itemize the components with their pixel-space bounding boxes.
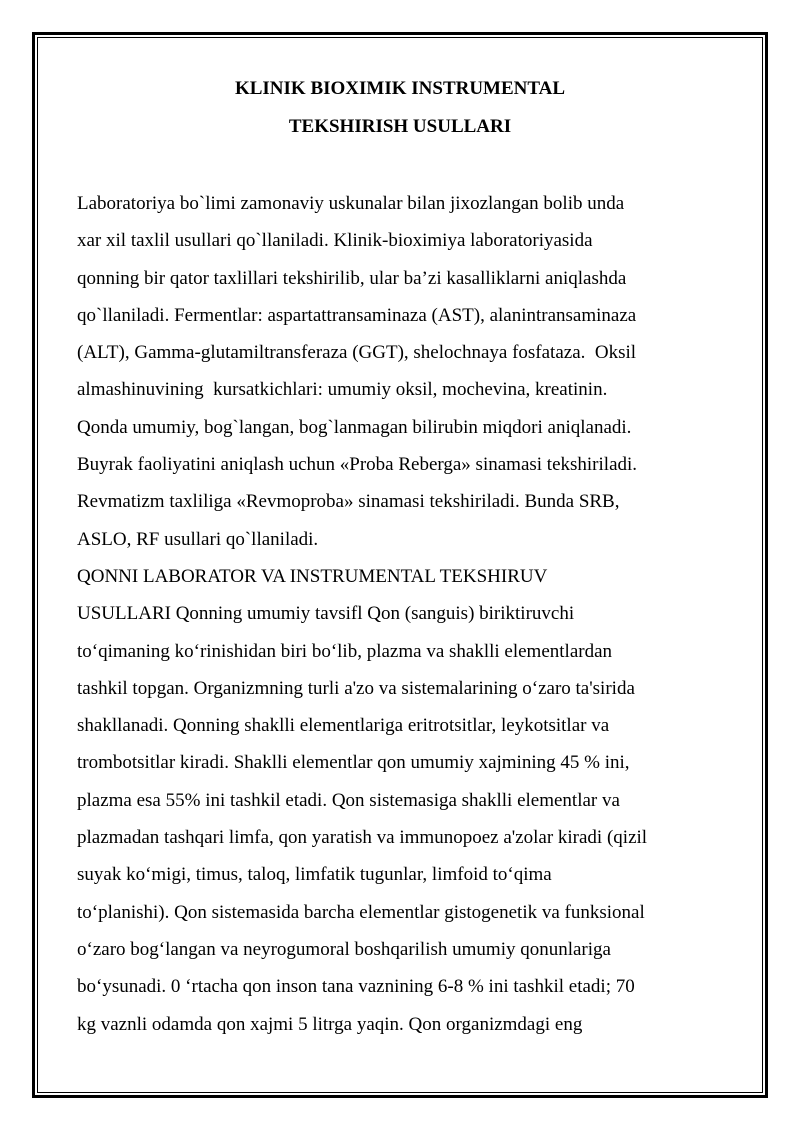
body-line: plazma esa 55% ini tashkil etadi. Qon sistemasiga shaklli elementlar va bbox=[77, 789, 620, 811]
body-line: Buyrak faoliyatini aniqlash uchun «Proba Reberga» sinamasi tekshiriladi. bbox=[77, 454, 638, 476]
body-line: bo‘ysunadi. 0 ‘rtacha qon inson tana vaznining 6-8 % ini tashkil etadi; 70 bbox=[77, 976, 635, 998]
body-line: almashinuvining kursatkichlari: umumiy oksil, mochevina, kreatinin. bbox=[77, 379, 608, 401]
body-line: qonning bir qator taxlillari tekshirilib, ular ba’zi kasalliklarni aniqlashda bbox=[77, 267, 627, 289]
body-line: Qonda umumiy, bog`langan, bog`lanmagan bilirubin miqdori aniqlanadi. bbox=[77, 416, 632, 438]
body-line: Laboratoriya bo`limi zamonaviy uskunalar bilan jixozlangan bolib unda bbox=[77, 193, 625, 214]
body-line: suyak ko‘migi, timus, taloq, limfatik tugunlar, limfoid to‘qima bbox=[77, 864, 552, 886]
body-line: (ALT), Gamma-glutamiltransferaza (GGT), shelochnaya fosfataza. Oksil bbox=[77, 342, 637, 364]
document-title-line-1: KLINIK BIOXIMIK INSTRUMENTAL bbox=[234, 78, 566, 99]
body-line: Revmatizm taxliliga «Revmoproba» sinamasi tekshiriladi. Bunda SRB, bbox=[77, 491, 620, 513]
document-title-line-2: TEKSHIRISH USULLARI bbox=[288, 116, 512, 137]
body-line: o‘zaro bog‘langan va neyrogumoral boshqarilish umumiy qonunlariga bbox=[77, 938, 611, 960]
body-line: kg vaznli odamda qon xajmi 5 litrga yaqin. Qon organizmdagi eng bbox=[77, 1013, 583, 1035]
body-line: tashkil topgan. Organizmning turli a'zo va sistemalarining o‘zaro ta'sirida bbox=[77, 677, 635, 699]
body-line: to‘qimaning ko‘rinishidan biri bo‘lib, plazma va shaklli elementlardan bbox=[77, 640, 613, 662]
body-line: USULLARI Qonning umumiy tavsifl Qon (sanguis) biriktiruvchi bbox=[77, 603, 575, 625]
body-line: to‘planishi). Qon sistemasida barcha elementlar gistogenetik va funksional bbox=[77, 901, 645, 923]
section-heading-line: QONNI LABORATOR VA INSTRUMENTAL TEKSHIRUV bbox=[77, 565, 548, 587]
body-line: ASLO, RF usullari qo`llaniladi. bbox=[77, 528, 319, 550]
body-line: xar xil taxlil usullari qo`llaniladi. Klinik-bioximiya laboratoriyasida bbox=[77, 230, 593, 252]
body-line: qo`llaniladi. Fermentlar: aspartattransaminaza (AST), alanintransaminaza bbox=[77, 304, 637, 326]
body-line: plazmadan tashqari limfa, qon yaratish va immunopoez a'zolar kiradi (qizil bbox=[77, 827, 648, 849]
body-line: shakllanadi. Qonning shaklli elementlariga eritrotsitlar, leykotsitlar va bbox=[77, 715, 610, 737]
body-line: trombotsitlar kiradi. Shaklli elementlar qon umumiy xajmining 45 % ini, bbox=[77, 752, 630, 774]
document-body bbox=[77, 185, 737, 1043]
